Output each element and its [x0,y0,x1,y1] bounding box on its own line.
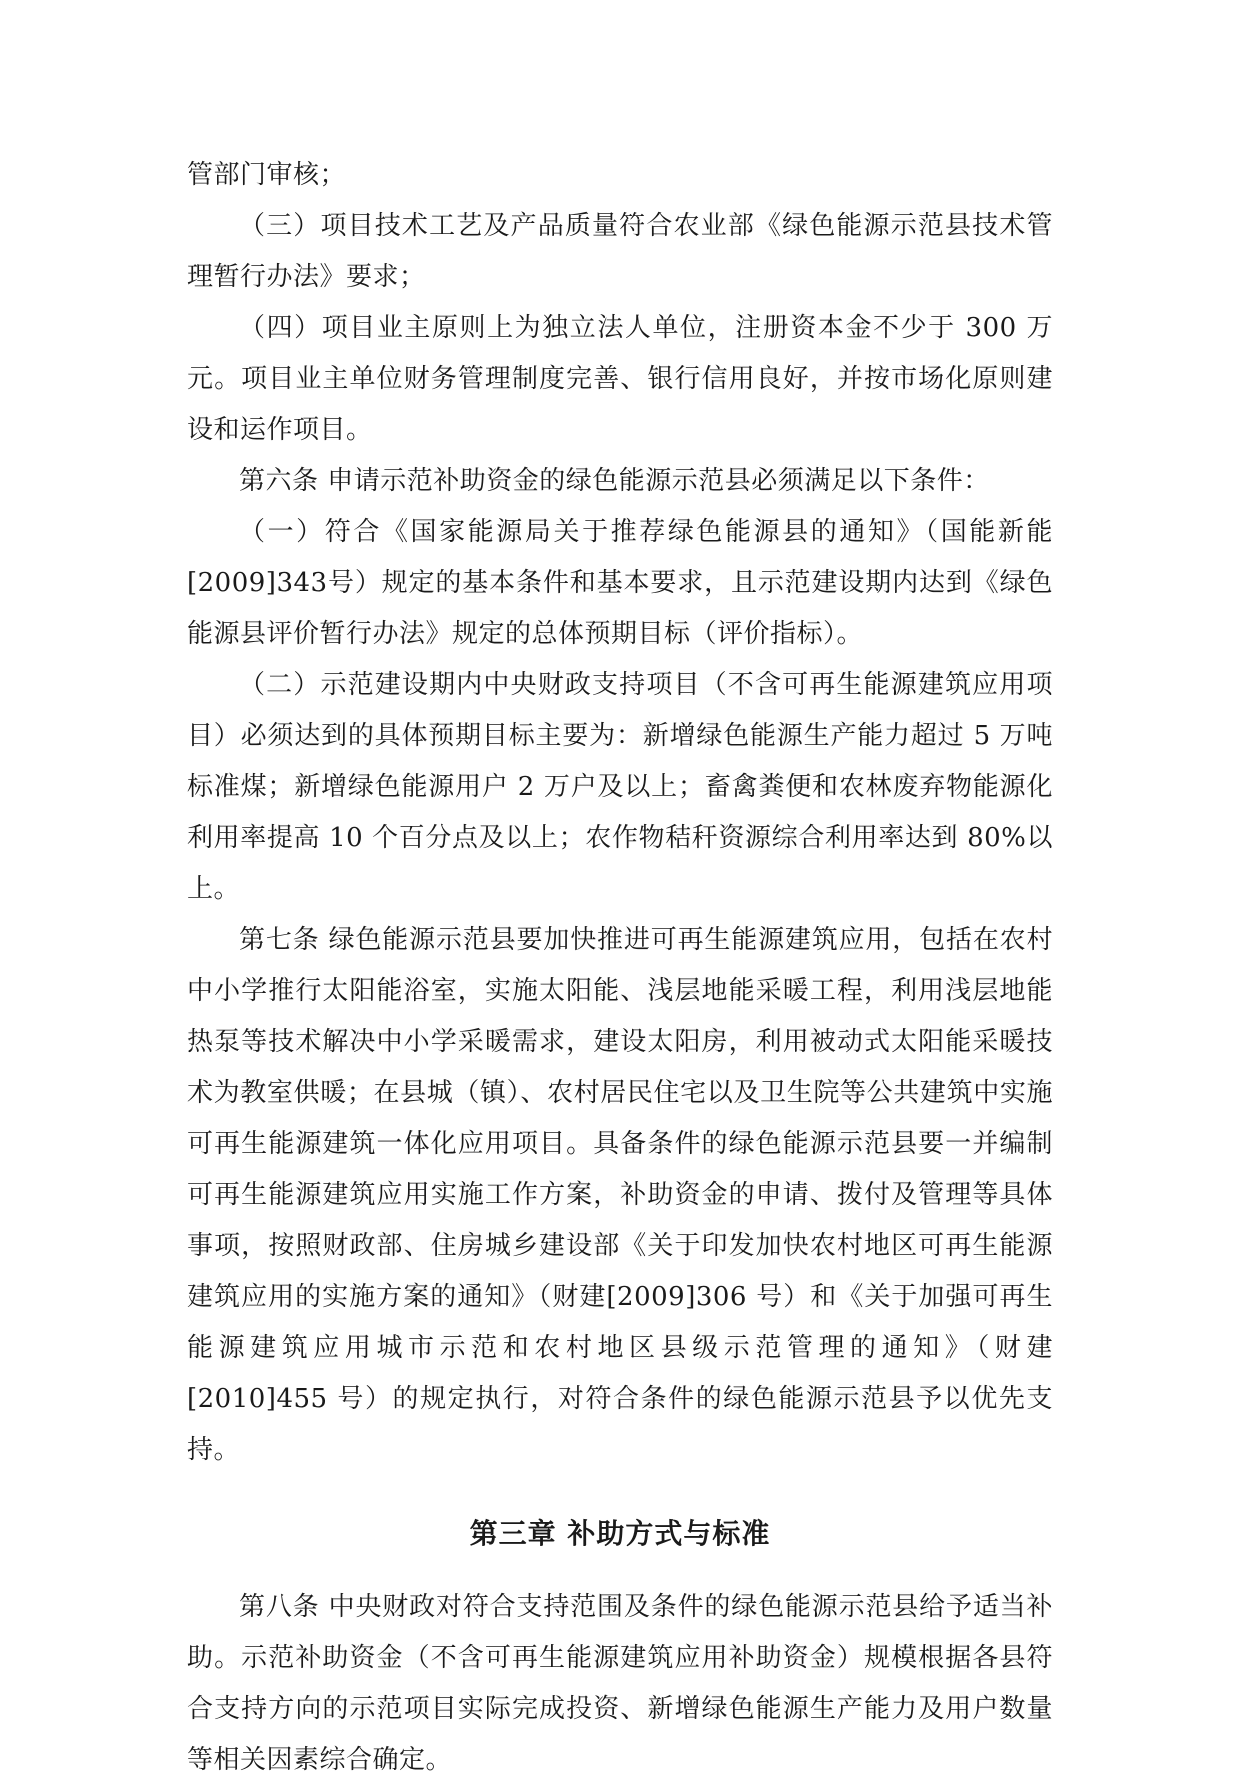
paragraph-clause-3: （三）项目技术工艺及产品质量符合农业部《绿色能源示范县技术管理暂行办法》要求； [187,211,1053,292]
paragraph-article-8: 第八条 中央财政对符合支持范围及条件的绿色能源示范县给予适当补助。示范补助资金（不含可再生能源建筑应用补助资金）规模根据各县符合支持方向的示范项目实际完成投资、新增绿色能源生产能力及用户数量等相关因素综合确定。 [187,1592,1053,1775]
paragraph-clause-4: （四）项目业主原则上为独立法人单位，注册资本金不少于 300 万元。项目业主单位财务管理制度完善、银行信用良好，并按市场化原则建设和运作项目。 [187,313,1053,445]
paragraph-article-6-item-2: （二）示范建设期内中央财政支持项目（不含可再生能源建筑应用项目）必须达到的具体预期目标主要为：新增绿色能源生产能力超过 5 万吨标准煤；新增绿色能源用户 2 万户及以上；畜禽粪便和农林废弃物能源化利用率提高 10 个百分点及以上；农作物秸秆资源综合利用率达到 80%以上。 [187,670,1053,904]
paragraph-article-6-item-1: （一）符合《国家能源局关于推荐绿色能源县的通知》（国能新能[2009]343号）规定的基本条件和基本要求，且示范建设期内达到《绿色能源县评价暂行办法》规定的总体预期目标（评价指标）。 [187,517,1053,649]
paragraph-continuation: 管部门审核； [187,160,347,190]
chapter-heading: 第三章 补助方式与标准 [469,1517,771,1550]
paragraph-article-7: 第七条 绿色能源示范县要加快推进可再生能源建筑应用，包括在农村中小学推行太阳能浴室，实施太阳能、浅层地能采暖工程，利用浅层地能热泵等技术解决中小学采暖需求，建设太阳房，利用被动式太阳能采暖技术为教室供暖；在县城（镇）、农村居民住宅以及卫生院等公共建筑中实施可再生能源建筑一体化应用项目。具备条件的绿色能源示范县要一并编制可再生能源建筑应用实施工作方案，补助资金的申请、拨付及管理等具体事项，按照财政部、住房城乡建设部《关于印发加快农村地区可再生能源建筑应用的实施方案的通知》（财建[2009]306 号）和《关于加强可再生能源建筑应用城市示范和农村地区县级示范管理的通知》（财建[2010]455 号）的规定执行，对符合条件的绿色能源示范县予以优先支持。 [187,925,1053,1465]
paragraph-article-6: 第六条 申请示范补助资金的绿色能源示范县必须满足以下条件： [239,466,990,496]
document-body [187,150,1053,1786]
